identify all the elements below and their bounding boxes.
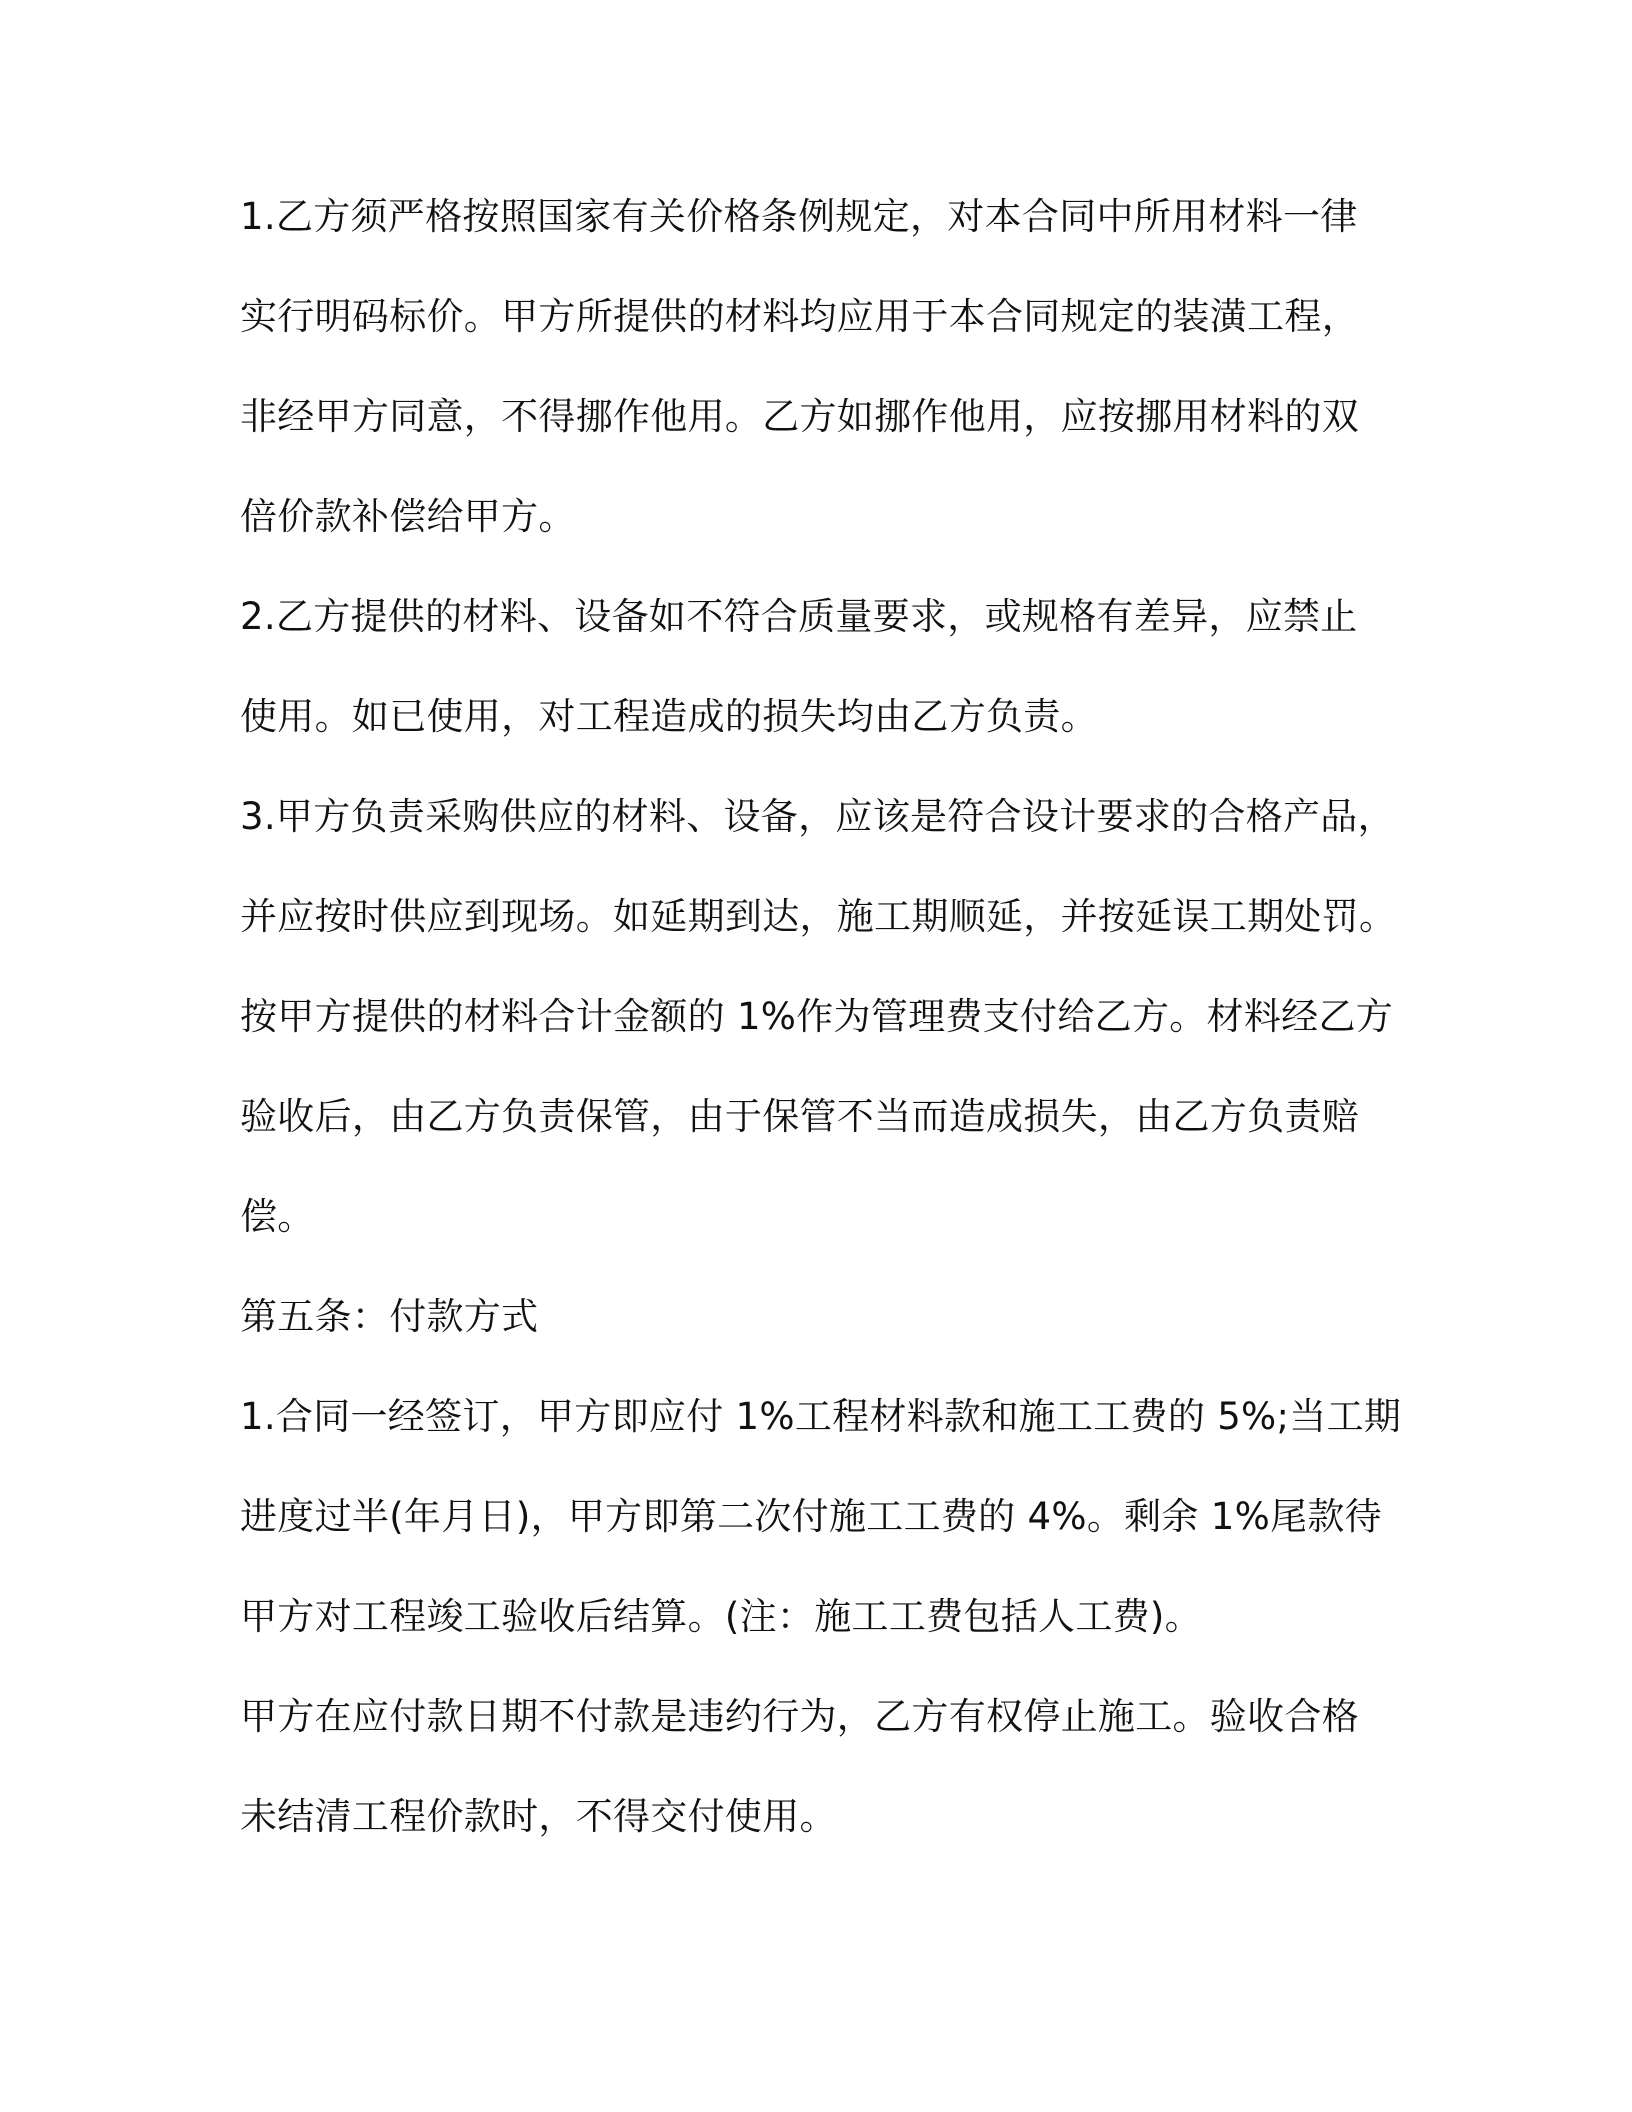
text-line: 3.甲方负责采购供应的材料、设备，应该是符合设计要求的合格产品， <box>240 795 1395 838</box>
text-line: 偿。 <box>240 1195 315 1238</box>
text-line: 1.合同一经签订，甲方即应付 1%工程材料款和施工工费的 5%;当工期 <box>240 1395 1402 1438</box>
text-line: 倍价款补偿给甲方。 <box>240 495 576 538</box>
text-line: 2.乙方提供的材料、设备如不符合质量要求，或规格有差异，应禁止 <box>240 595 1358 638</box>
text-line: 按甲方提供的材料合计金额的 1%作为管理费支付给乙方。材料经乙方 <box>240 995 1394 1038</box>
section-heading: 第五条：付款方式 <box>240 1295 539 1338</box>
text-line: 进度过半(年月日)，甲方即第二次付施工工费的 4%。剩余 1%尾款待 <box>240 1495 1382 1538</box>
text-line: 并应按时供应到现场。如延期到达，施工期顺延，并按延误工期处罚。 <box>240 895 1397 938</box>
text-line: 未结清工程价款时，不得交付使用。 <box>240 1795 837 1838</box>
text-line: 使用。如已使用，对工程造成的损失均由乙方负责。 <box>240 695 1098 738</box>
text-line: 1.乙方须严格按照国家有关价格条例规定，对本合同中所用材料一律 <box>240 195 1358 238</box>
text-line: 非经甲方同意，不得挪作他用。乙方如挪作他用，应按挪用材料的双 <box>240 395 1359 438</box>
text-line: 验收后，由乙方负责保管，由于保管不当而造成损失，由乙方负责赔 <box>240 1095 1359 1138</box>
text-line: 甲方在应付款日期不付款是违约行为，乙方有权停止施工。验收合格 <box>240 1695 1359 1738</box>
text-line: 甲方对工程竣工验收后结算。(注：施工工费包括人工费)。 <box>240 1595 1202 1638</box>
text-line: 实行明码标价。甲方所提供的材料均应用于本合同规定的装潢工程， <box>240 295 1359 338</box>
